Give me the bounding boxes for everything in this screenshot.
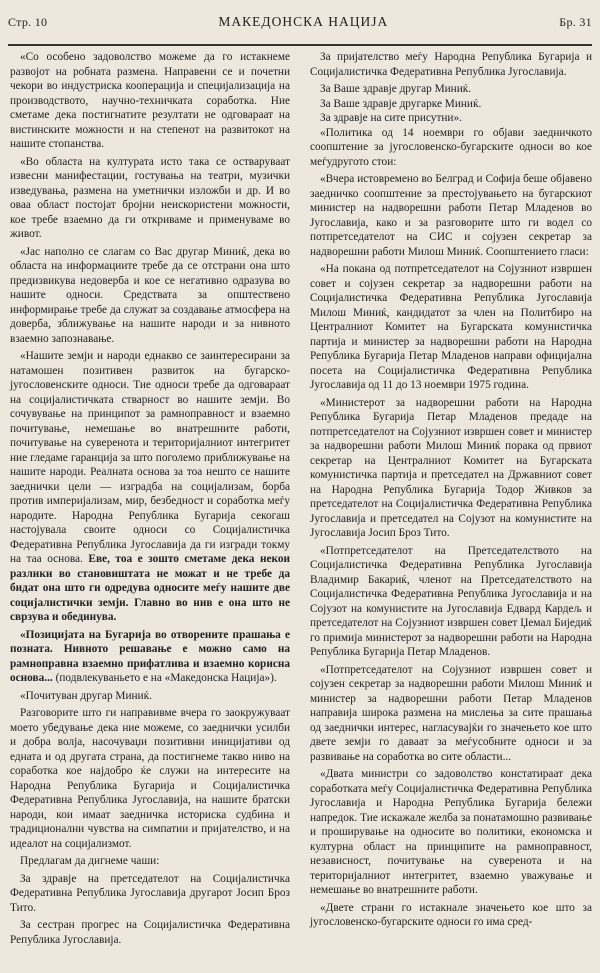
- paragraph: «Со особено задоволство можеме да го истакнеме развојот на робната размена. Направени се и почетни чекори во индустриска кооперација и специјализација на производството, научно-техничката соработка. Ние сметаме дека постигнатите резултати не одговараат на вистинските можности и на степенот на развитокот на нашите стопанства.: [10, 51, 290, 150]
- paragraph: Предлагам да дигнеме чаши:: [20, 855, 160, 867]
- paragraph: За сестран прогрес на Социјалистичка Федеративна Република Југославија.: [10, 919, 290, 946]
- toast-line: За пријателство меѓу Народна Република Бугарија и Социјалистичка Федеративна Република Југославија.: [310, 51, 592, 78]
- editor-note: (подвлекуваньето е на «Македонска Нација»).: [52, 672, 277, 684]
- paragraph: «Двата министри со задоволство констатираат дека соработката меѓу Социјалистичка Федеративна Република Југославија и Народна Република Бугарија бележи напредок. Тие искажале желба за понатамошно развивање и проширување на односите во политики, економска и културна област на принципите на рамноправност, независност, почитување на суверенота и на територијалниот интегритет, взаемно уважување и немешање во внатрешните работи.: [310, 768, 592, 896]
- paragraph: «Во областа на културата исто така се остваруваат извесни манифестации, гостувања на театри, музички изведувања, размена на уметнички изложби и др. И во оваа област постојат бројни неискористени можности, кое требе взаемно да ги откриваме и применуваме во живот.: [10, 155, 290, 240]
- toast-list: [310, 82, 592, 126]
- paragraph-text: «Нашите земји и народи еднакво се заинтересирани за натамошен позитивен развиток на бугарско-југословенските односи. Тие односи требе да одговараат на социјалистичката стварност во нашите земји. Во сочувување на принципот за рамноправност и взаемно почитување, немешање во внатрешните работи, почитување на суверенота и територијалниот интегритет ние гледаме гаранција за што поголемо приближување на нашите народи. Реалната основа за тоа нешто се нашите заеднички цели — изградба на социјализам, борба против империјализам, мир, безбедност и соработка меѓу народите. Народна Република Бугарија секогаш настојувала своите односи со Социјалистичка Федеративна Република Југославија да ги изгради токму на таа основа.: [10, 350, 290, 565]
- paragraph: «Министерот за надворешни работи на Народна Република Бугарија Петар Младенов предаде на потпретседателот на Сојузниот извршен совет и министер за надворешни работи Милош Миниќ порака од првиот секретар на Централниот Комитет на Бугарската комунистичка партија и претседател на Државниот совет на Народна Република Бугарија Тодор Живков за претседателот на Социјалистичка Федеративна Република Југославија и претседател на Сојузот на комунистите на Југославија Јосип Броз Тито.: [310, 396, 592, 539]
- paragraph: «Потпретседателот на Сојузниот извршен совет и сојузен секретар за надворешни работи Милош Миниќ и министер за надворешни работи Петар Младенов направија широка размена на мислења за сите прашања од заеднички интерес, нагласувајќи го значењето кое што двете земји го даваат за меѓусобните односи и за развивање на соработка во сите области...: [310, 663, 592, 763]
- paragraph: «Политика од 14 ноември го објави заедничкото соопштение за југословенско-бугарските односи во кое меѓудругото стои:: [310, 126, 592, 168]
- paragraph: «Двете страни го истакнале значењето кое што за југословенско-бугарските односи го има сред-: [310, 901, 592, 928]
- toast-line: За Ваше здравје другар Миниќ.: [320, 83, 472, 95]
- paragraph: «Почитуван другар Миниќ.: [20, 689, 152, 702]
- bold-emphasis: Еве, тоа е зошто сметаме дека некои разлики во становиштата не можат и не требе да бидат она што ги одредува односите меѓу нашите две социјалистички земји. Главно во нив е она што не сврзува и обединува.: [10, 553, 290, 623]
- paragraph: «На покана од потпретседателот на Сојузниот извршен совет и сојузен секретар за надворешни работи на Социјалистичка Федеративна Република Југославија Милош Миниќ, кандидатот за член на Политбиро на Централниот Комитет на Бугарската комунистичка партија и министер за надворешни работи на Народна Република Бугарија Петар Младенов направи официјална посета на Социјалистичка Федеративна Република Југославија од 11 до 13 ноември 1975 година.: [310, 263, 592, 391]
- paragraph: За здравје на претседателот на Социјалистичка Федеративна Република Југославија другарот Јосип Броз Тито.: [10, 872, 290, 914]
- issue-number: Бр. 31: [559, 14, 592, 29]
- page-number: Стр. 10: [8, 14, 48, 29]
- toast-line: За здравје на сите присутни».: [320, 112, 462, 124]
- paragraph: [10, 349, 290, 625]
- paragraph: «Јас наполно се слагам со Вас другар Миниќ, дека во областа на информациите требе да се отстрани она што предизвикува недоверба и кое се негативно одразува во нашите односи. Средствата за општествено информирање требе да служат за создавање атмосфера на доверба, зближување на нашите народи и за нивното взаемно запознавање.: [10, 245, 290, 345]
- paragraph: «Потпретседателот на Претседателството на Социјалистичка Федеративна Република Југославија Владимир Бакариќ, членот на Претседателството на Социјалистичка Федеративна Република Југославија и на Сојузот на комунистите на Југославија Едвард Кардељ и претседателот на Сојузниот извршен совет Џемал Биједиќ го примија министерот за надворешни работи на Народна Република Бугарија Петар Младенов.: [310, 544, 592, 658]
- publication-title: МАКЕДОНСКА НАЦИЈА: [218, 14, 389, 29]
- paragraph: Разговорите што ги направивме вчера го заокружуваат моето убедување дека ние можеме, со заеднички усилби и добра волја, насочуваџи позитивни иницијативи од едната и од другата страна, да постигнеме такво ниво на соработка кое најдобро ќе служи на интересите на Народна Република Бугарија и Социјалистичка Федеративна Република Југославија, на нашите братски народи, кои имаат заедничка историска судбина и традиционални чувства на симпатии и пријателство, и на идеалот на социјализмот.: [10, 707, 290, 850]
- bold-quote: «Позицијата на Бугарија во отворените прашања е позната. Нивното решавање е можно само на рамноправна взаемно прифатлива и взаемно корисна основа...: [10, 628, 290, 684]
- toast-line: За Ваше здравје другарке Миниќ.: [320, 97, 482, 110]
- right-column: [310, 50, 592, 933]
- left-column: [10, 50, 290, 950]
- paragraph: «Вчера истовремено во Белград и Софија беше објавено заедничко соопштение за престојувањето на бугарскиот министер на надворешни работи Петар Младенов во Југославија, како и за разговорите што ги водел со потпретседателот на СИС и сојузен секретар за надворешни работи Милош Миниќ. Соопштението гласи:: [310, 173, 592, 258]
- page-header: [8, 0, 592, 46]
- quoted-paragraph: [10, 628, 290, 686]
